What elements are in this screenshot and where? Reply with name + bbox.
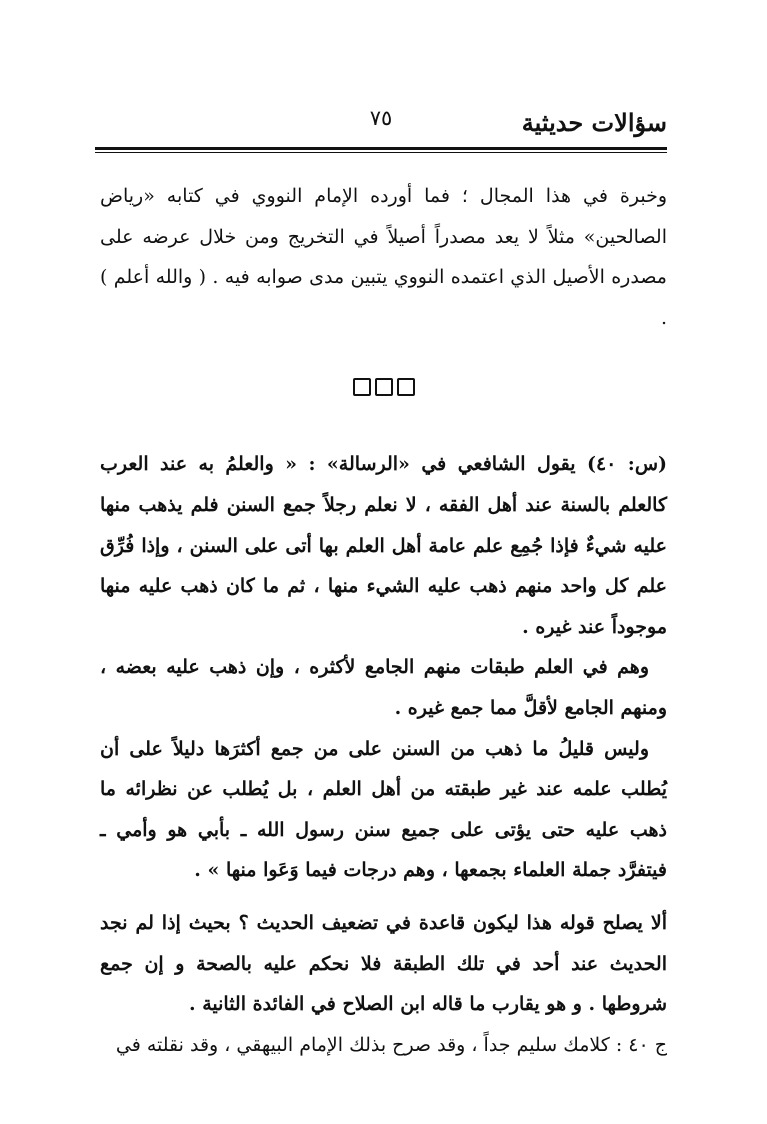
section-divider-ornament (100, 378, 667, 402)
text-line: (س: ٤٠) يقول الشافعي في «الرسالة» : « والعلمُ به عند العرب كالعلم بالسنة (100, 453, 668, 516)
text-line: قاله ابن الصلاح في الفائدة الثانية . (188, 993, 463, 1016)
text-line: غير طبقته من أهل العلم ، بل يُطلب عن نظرائه ما ذهب عليه حتى يؤتى على جميع (100, 778, 667, 841)
text-line: منها » . (194, 859, 257, 882)
question-paragraph-3 (100, 729, 667, 891)
text-line: يعد مصدراً أصيلاً في التخريج ومن خلال عرضه على مصدره الأصيل الذي اعتمده (100, 225, 667, 289)
page-number: ٧٥ (369, 106, 393, 130)
running-title: سؤالات حديثية (521, 108, 667, 137)
square-ornament-icon (353, 378, 371, 396)
answer-paragraph (100, 1025, 667, 1066)
text-line: ألا يصلح قوله هذا ليكون قاعدة في تضعيف الحديث ؟ بحيث إذا لم نجد الحديث (100, 911, 667, 975)
text-line: ج ٤٠ : كلامك سليم جداً ، وقد صرح بذلك الإمام البيهقي ، وقد نقلته في (115, 1033, 667, 1056)
question-paragraph (100, 444, 667, 647)
text-line: سنن رسول الله ـ بأبي هو وأمي ـ فيتفرَّد جملة العلماء بجمعها ، وهم درجات فيما وَعَوا (100, 818, 667, 882)
text-line: لأقلَّ مما جمع غيره . (394, 696, 558, 719)
question-paragraph-4 (100, 903, 667, 1025)
text-line: وليس قليلُ ما ذهب من السنن على من جمع أكثرَها دليلاً على أن يُطلب علمه عند (100, 737, 667, 801)
square-ornament-icon (375, 378, 393, 396)
text-line: عامة أهل العلم بها أتى على السنن ، وإذا فُرِّق علم كل واحد منهم ذهب عليه الشيء (100, 534, 667, 598)
intro-paragraph (100, 176, 667, 338)
text-line: وخبرة في هذا المجال ؛ فما أورده الإمام النووي في كتابه «رياض الصالحين» مثلاً لا (100, 185, 667, 248)
question-paragraph-2 (100, 647, 667, 728)
page-body (100, 176, 667, 1065)
text-line: منها ، ثم ما كان ذهب عليه منها موجوداً عند غيره . (100, 575, 667, 638)
text-line: عند أهل الفقه ، لا نعلم رجلاً جمع السنن فلم يذهب منها عليه شيءٌ فإذا جُمِع علم (100, 493, 667, 557)
header-rule-thick (95, 147, 667, 150)
text-line: وهم في العلم طبقات منهم الجامع لأكثره ، وإن ذهب عليه بعضه ، ومنهم الجامع (100, 656, 667, 719)
header-rule-thin (95, 152, 667, 153)
text-line: النووي يتبين مدى صوابه فيه . ( والله أعلم ) . (100, 266, 667, 329)
page-header (95, 106, 667, 140)
text-line: عند أحد في تلك الطبقة فلا نحكم عليه بالصحة و إن جمع شروطها . و هو يقارب ما (100, 952, 667, 1016)
square-ornament-icon (397, 378, 415, 396)
